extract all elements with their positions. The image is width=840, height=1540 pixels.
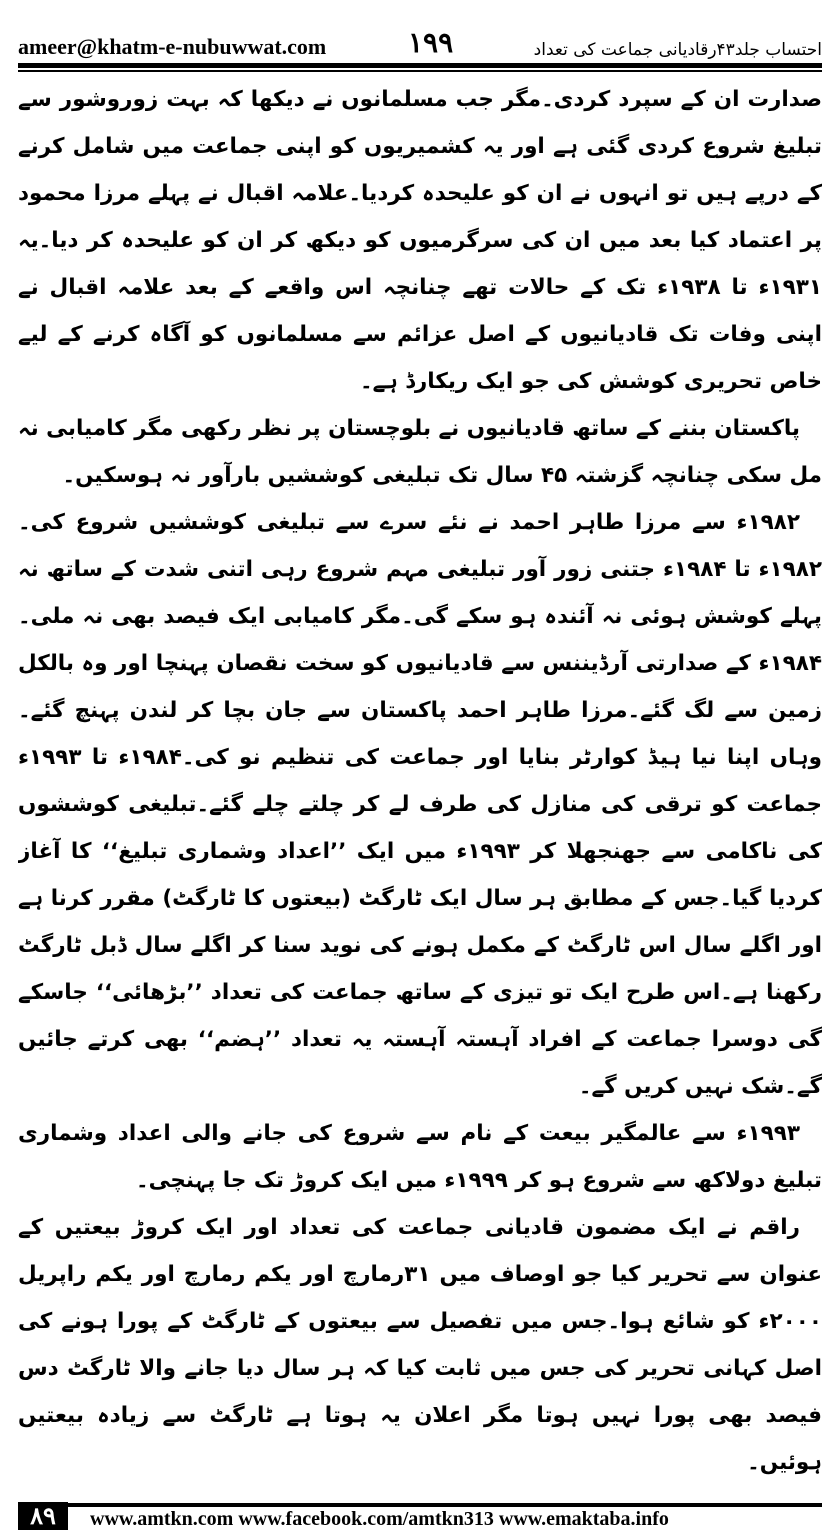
body-text xyxy=(18,76,822,1476)
footer-links: www.amtkn.com www.facebook.com/amtkn313 www.emaktaba.info xyxy=(90,1508,669,1530)
header-rule-thick xyxy=(18,63,822,68)
header-rule-thin xyxy=(18,70,822,72)
paragraph-1: صدارت ان کے سپرد کردی۔مگر جب مسلمانوں نے دیکھا کہ بہت زوروشور سے تبلیغ شروع کردی گئی ہے اور یہ کشمیریوں کو اپنی جماعت میں شامل کرنے کے درپے ہیں تو انہوں نے ان کو علیحدہ کردیا۔علامہ اقبال نے پہلے مرزا محمود پر اعتماد کیا بعد میں ان کی سرگرمیوں کو دیکھ کر ان کو علیحدہ کر دیا۔یہ ۱۹۳۱ء تا ۱۹۳۸ء تک کے حالات تھے چنانچہ اس واقعے کے بعد علامہ اقبال نے اپنی وفات تک قادیانیوں کے اصل عزائم سے مسلمانوں کو آگاہ کرنے کے لیے خاص تحریری کوشش کی جو ایک ریکارڈ ہے۔ xyxy=(18,87,822,394)
paragraph-4: ۱۹۹۳ء سے عالمگیر بیعت کے نام سے شروع کی جانے والی اعداد وشماری تبلیغ دولاکھ سے شروع ہو کر ۱۹۹۹ء میں ایک کروڑ تک جا پہنچی۔ xyxy=(18,1121,822,1193)
paragraph-5: راقم نے ایک مضمون قادیانی جماعت کی تعداد اور ایک کروڑ بیعتیں کے عنوان سے تحریر کیا جو اوصاف میں ۳۱رمارچ اور یکم رمارچ اور یکم راپریل ۲۰۰۰ء کو شائع ہوا۔جس میں تفصیل سے بیعتوں کے ٹارگٹ کے پورا ہونے کی اصل کہانی تحریر کی جس میں ثابت کیا کہ ہر سال دیا جانے والا ٹارگٹ دس فیصد بھی پورا نہیں ہوتا مگر اعلان یہ ہوتا ہے ٹارگٹ سے زیادہ بیعتیں ہوئیں۔ xyxy=(18,1215,822,1475)
running-title: احتساب جلد۴۳رقادیانی جماعت کی تعداد xyxy=(533,40,822,60)
page-header xyxy=(18,12,822,60)
header-email: ameer@khatm-e-nubuwwat.com xyxy=(18,34,327,59)
paragraph-3: ۱۹۸۲ء سے مرزا طاہر احمد نے نئے سرے سے تبلیغی کوششیں شروع کی۔۱۹۸۲ء تا ۱۹۸۴ء جتنی زور آور تبلیغی مہم شروع رہی اتنی شدت کے ساتھ نہ پہلے کوشش ہوئی نہ آئندہ ہو سکے گی۔مگر کامیابی ایک فیصد بھی نہ ملی۔۱۹۸۴ء کے صدارتی آرڈیننس سے قادیانیوں کو سخت نقصان پہنچا اور وہ بالکل زمین سے لگ گئے۔مرزا طاہر احمد پاکستان سے جان بچا کر لندن پہنچ گئے۔وہاں اپنا نیا ہیڈ کوارٹر بنایا اور جماعت کی تنظیم نو کی۔۱۹۸۴ء تا ۱۹۹۳ء جماعت کو ترقی کی منازل کی طرف لے کر چلتے چلے گئے۔تبلیغی کوششوں کی ناکامی سے جھنجھلا کر ۱۹۹۳ء میں ایک ’’اعداد وشماری تبلیغ‘‘ کا آغاز کردیا گیا۔جس کے مطابق ہر سال ایک ٹارگٹ (بیعتوں کا ٹارگٹ) مقرر کرنا ہے اور اگلے سال اس ٹارگٹ کے مکمل ہونے کی نوید سنا کر اگلے سال ڈبل ٹارگٹ رکھنا ہے۔اس طرح ایک تو تیزی کے ساتھ جماعت کی تعداد ’’بڑھائی‘‘ جاسکے گی دوسرا جماعت کے افراد آہستہ آہستہ یہ تعداد ’’ہضم‘‘ بھی کرتے جائیں گے۔شک نہیں کریں گے۔ xyxy=(18,510,822,1099)
paragraph-2: پاکستان بننے کے ساتھ قادیانیوں نے بلوچستان پر نظر رکھی مگر کامیابی نہ مل سکی چنانچہ گزشتہ ۴۵ سال تک تبلیغی کوششیں بارآور نہ ہوسکیں۔ xyxy=(18,416,822,488)
header-page-number: ۱۹۹ xyxy=(408,28,454,59)
footer-rule xyxy=(18,1503,822,1507)
page-footer xyxy=(18,1503,822,1538)
footer-page-number: ۸۹ xyxy=(18,1502,68,1530)
